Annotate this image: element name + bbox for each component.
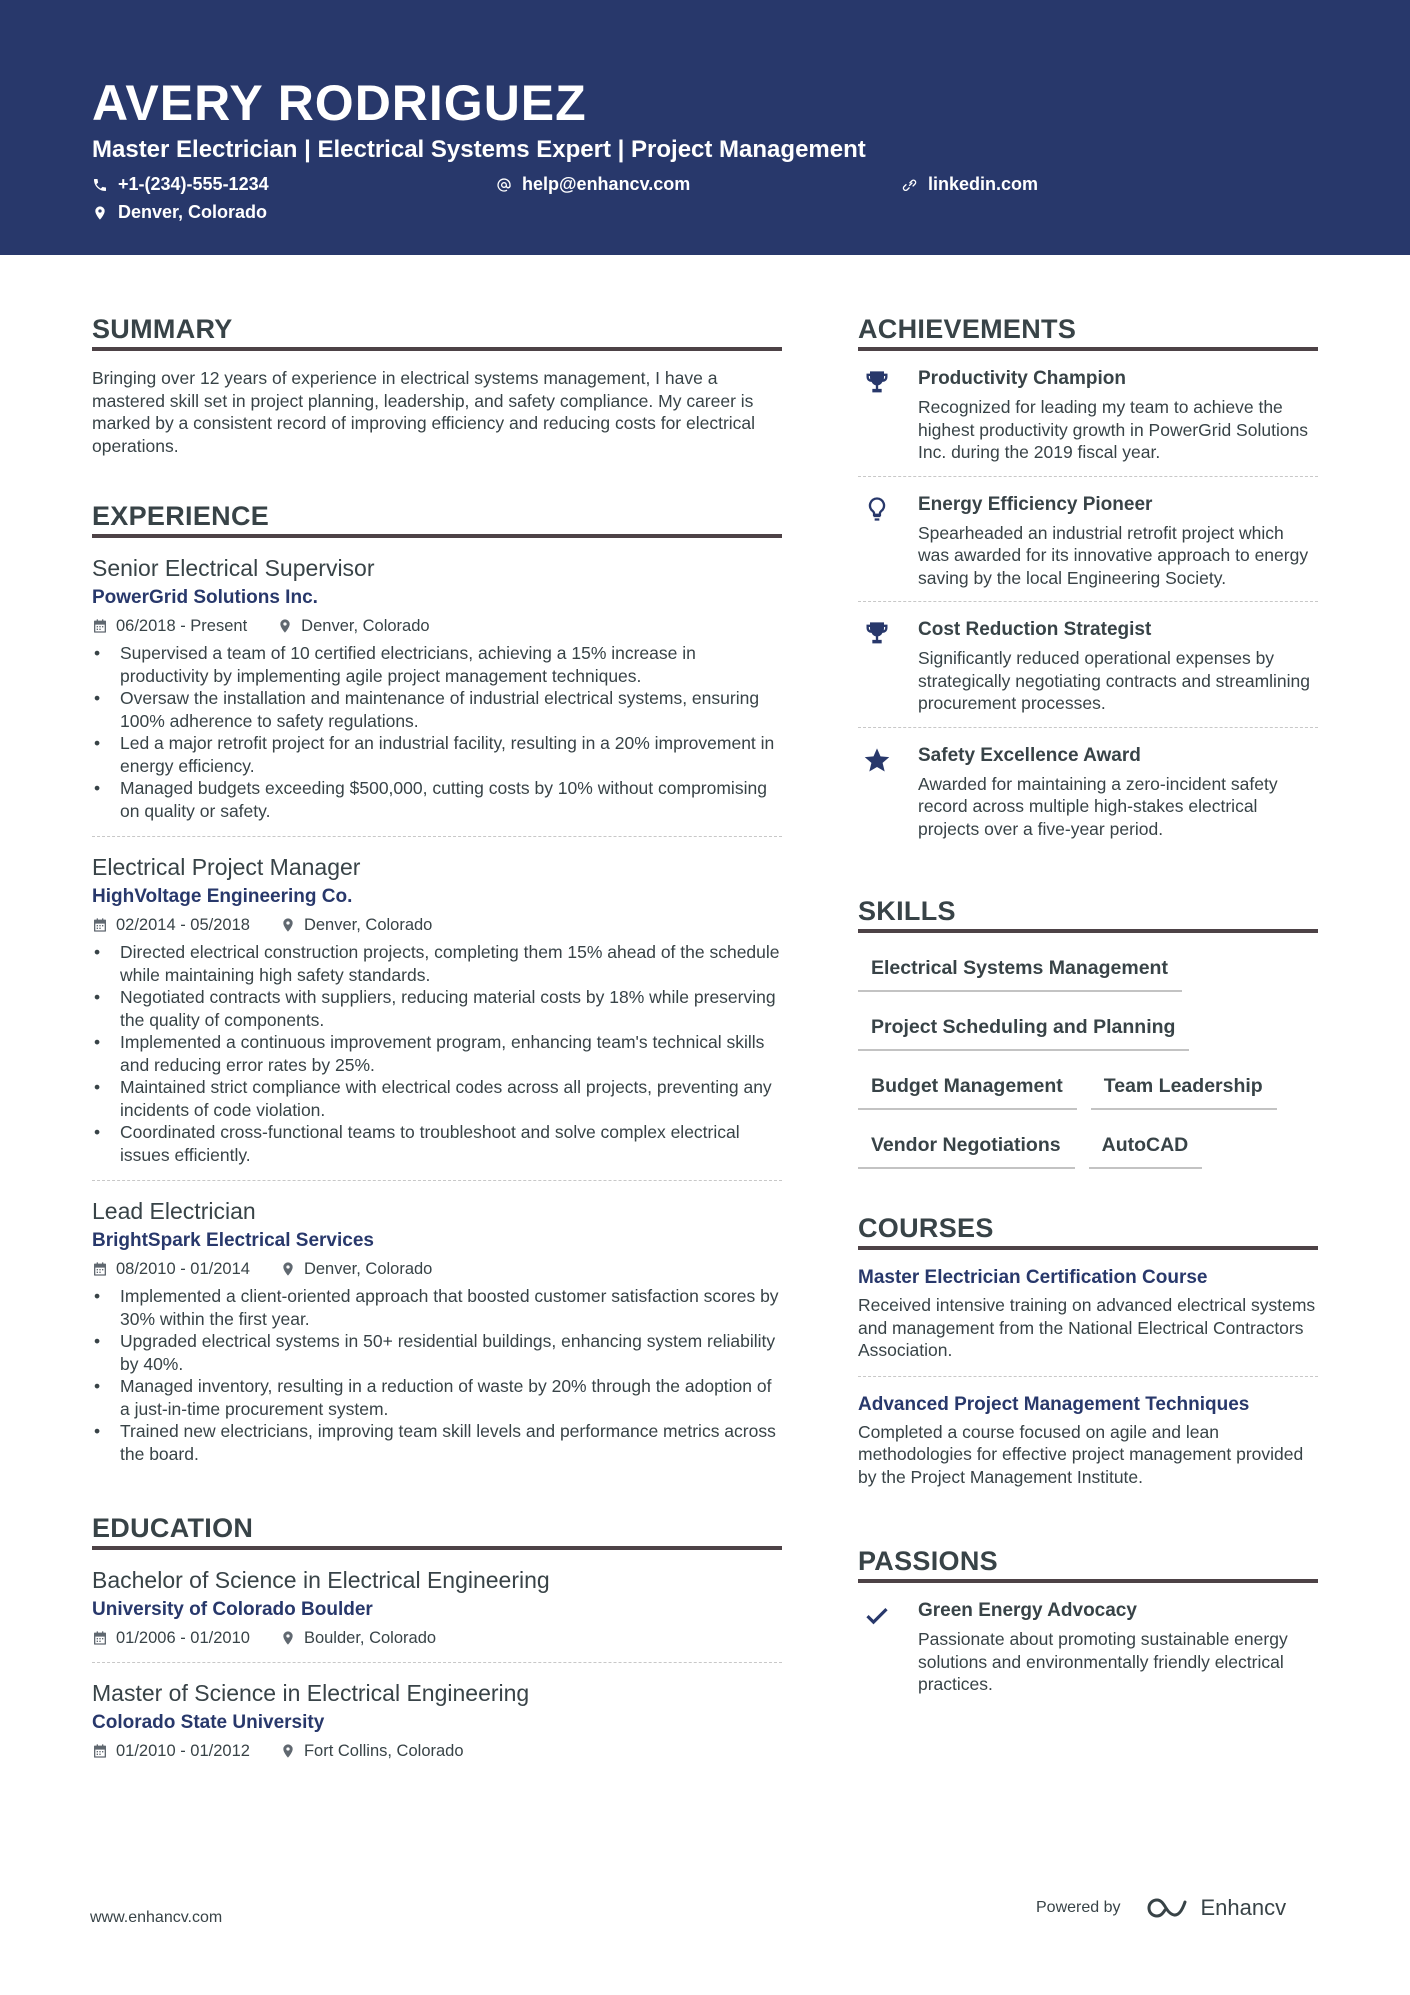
skill-tag: Electrical Systems Management [858,957,1182,992]
headline: Master Electrician | Electrical Systems Expert | Project Management [92,136,866,163]
achievement-title: Cost Reduction Strategist [918,619,1152,640]
candidate-name: AVERY RODRIGUEZ [92,75,587,131]
achievements-title: ACHIEVEMENTS [858,314,1318,351]
entry-dates: 01/2010 - 01/2012 [116,1742,250,1760]
entry-location: Denver, Colorado [303,1260,433,1278]
experience-entry [92,1181,782,1479]
entry-location: Boulder, Colorado [303,1629,437,1647]
education-section [92,1513,782,1775]
bullet-item: • Directed electrical construction projects, completing them 15% ahead of the schedule while maintaining high safety standards. [92,941,782,986]
bullet-item: • Trained new electricians, improving team skill levels and performance metrics across the board. [92,1420,782,1465]
achievement-desc: Significantly reduced operational expenses by strategically negotiating contracts and streamlining procurement processes. [918,648,1311,713]
calendar-icon [92,1261,108,1277]
course-desc: Received intensive training on advanced electrical systems and management from the National Electrical Contractors Association. [858,1295,1316,1360]
bullet-item: • Oversaw the installation and maintenance of industrial electrical systems, ensuring 100% adherence to safety regulations. [92,687,782,732]
entry-meta [92,616,782,636]
phone-icon [92,177,108,193]
entry-meta [92,915,782,935]
courses-section [858,1213,1318,1502]
job-title: Senior Electrical Supervisor [92,555,375,581]
skill-tag: Project Scheduling and Planning [858,1016,1189,1051]
calendar-icon [92,618,108,634]
lightbulb-icon [863,495,891,523]
bullet-item: • Supervised a team of 10 certified electricians, achieving a 15% increase in productivity by implementing agile project management techniques. [92,642,782,687]
bullet-item: • Managed inventory, resulting in a reduction of waste by 20% through the adoption of a just-in-time procurement system. [92,1375,782,1420]
calendar-icon [92,1630,108,1646]
bullet-item: • Negotiated contracts with suppliers, reducing material costs by 18% while preserving the quality of components. [92,986,782,1031]
resume-header [0,0,1410,255]
passion-desc: Passionate about promoting sustainable energy solutions and environmentally friendly electrical practices. [918,1629,1288,1694]
achievement-item [858,477,1318,603]
course-title: Master Electrician Certification Course [858,1267,1208,1288]
course-item [858,1250,1318,1377]
course-desc: Completed a course focused on agile and lean methodologies for effective project management provided by the Project Management Institute. [858,1421,1304,1487]
location-pin-icon [277,618,293,634]
entry-meta [92,1259,782,1279]
courses-title: COURSES [858,1213,1318,1250]
achievement-title: Safety Excellence Award [918,744,1141,766]
passions-section [858,1546,1318,1708]
summary-section [92,314,782,457]
company-name: BrightSpark Electrical Services [92,1230,374,1251]
summary-text: Bringing over 12 years of experience in electrical systems management, I have a mastered skill set in project planning, leadership, and safety compliance. My career is marked by a consistent record of improving efficiency and reducing costs for electrical operations. [92,368,756,456]
at-icon [496,177,512,193]
achievements-section [858,314,1318,852]
passions-title: PASSIONS [858,1546,1318,1583]
entry-dates: 06/2018 - Present [116,617,248,635]
left-column [92,314,782,1819]
enhancv-logo[interactable] [1145,1894,1287,1922]
course-item [858,1377,1318,1503]
skill-tag: Team Leadership [1091,1075,1277,1110]
footer-website[interactable]: www.enhancv.com [90,1909,223,1926]
bullet-list [92,941,782,1166]
star-icon [863,746,891,774]
contact-linkedin[interactable] [902,174,1038,195]
passion-item [858,1583,1318,1708]
trophy-icon [863,369,891,397]
contact-phone[interactable] [92,174,269,195]
bullet-item: • Implemented a client-oriented approach that boosted customer satisfaction scores by 30% within the first year. [92,1285,782,1330]
job-title: Lead Electrician [92,1198,256,1224]
enhancv-logo-icon [1145,1894,1193,1922]
summary-title: SUMMARY [92,314,782,351]
achievement-desc: Spearheaded an industrial retrofit project which was awarded for its innovative approach to energy saving by the local Engineering Society. [918,522,1309,588]
footer-branding [1036,1894,1286,1922]
job-title: Electrical Project Manager [92,854,361,880]
bullet-item: • Led a major retrofit project for an industrial facility, resulting in a 20% improvement in energy efficiency. [92,732,782,777]
contact-email[interactable] [496,174,690,195]
right-column [858,314,1318,1752]
contact-location [92,202,267,223]
degree-title: Master of Science in Electrical Engineering [92,1680,530,1706]
calendar-icon [92,1743,108,1759]
achievement-desc: Recognized for leading my team to achieve the highest productivity growth in PowerGrid Solutions Inc. during the 2019 fiscal year. [918,397,1309,462]
course-title: Advanced Project Management Techniques [858,1393,1250,1415]
email-text: help@enhancv.com [522,174,691,194]
skills-title: SKILLS [858,896,1318,933]
experience-section [92,501,782,1479]
company-name: PowerGrid Solutions Inc. [92,587,318,608]
skill-tag: AutoCAD [1089,1134,1203,1169]
bullet-list [92,642,782,822]
experience-title: EXPERIENCE [92,501,782,538]
location-pin-icon [280,917,296,933]
entry-dates: 02/2014 - 05/2018 [116,916,250,934]
skill-tag: Budget Management [858,1075,1077,1110]
entry-meta [92,1741,782,1761]
achievement-item [858,602,1318,728]
brand-name: Enhancv [1200,1895,1287,1920]
link-icon [902,177,918,193]
bullet-item: • Implemented a continuous improvement program, enhancing team's technical skills and reducing error rates by 25%. [92,1031,782,1076]
entry-dates: 01/2006 - 01/2010 [116,1629,250,1647]
bullet-list [92,1285,782,1465]
experience-entry [92,538,782,837]
bullet-item: • Coordinated cross-functional teams to troubleshoot and solve complex electrical issues efficiently. [92,1121,782,1166]
skills-section [858,896,1318,1169]
calendar-icon [92,917,108,933]
achievement-desc: Awarded for maintaining a zero-incident safety record across multiple high-stakes electrical projects over a five-year period. [918,773,1278,839]
entry-meta [92,1628,782,1648]
passion-title: Green Energy Advocacy [918,1600,1137,1621]
achievement-item [858,728,1318,853]
bullet-item: • Upgraded electrical systems in 50+ residential buildings, enhancing system reliability by 40%. [92,1330,782,1375]
school-name: University of Colorado Boulder [92,1599,373,1620]
location-pin-icon [280,1630,296,1646]
school-name: Colorado State University [92,1712,325,1733]
location-text: Denver, Colorado [118,202,268,222]
trophy-icon [863,620,891,648]
achievement-title: Energy Efficiency Pioneer [918,493,1153,515]
location-pin-icon [280,1261,296,1277]
experience-entry [92,837,782,1181]
skills-list [858,957,1318,1169]
education-entry [92,1550,782,1663]
degree-title: Bachelor of Science in Electrical Engineering [92,1567,550,1593]
bullet-item: • Maintained strict compliance with electrical codes across all projects, preventing any incidents of code violation. [92,1076,782,1121]
entry-location: Fort Collins, Colorado [303,1742,464,1760]
location-pin-icon [280,1743,296,1759]
education-title: EDUCATION [92,1513,782,1550]
powered-by-label: Powered by [1036,1899,1121,1916]
phone-text: +1-(234)-555-1234 [118,174,269,194]
linkedin-text: linkedin.com [928,174,1039,194]
achievement-item [858,351,1318,477]
bullet-item: • Managed budgets exceeding $500,000, cutting costs by 10% without compromising on quality or safety. [92,777,782,822]
education-entry [92,1663,782,1775]
entry-dates: 08/2010 - 01/2014 [116,1260,250,1278]
entry-location: Denver, Colorado [301,617,430,635]
achievement-title: Productivity Champion [918,368,1126,389]
checkmark-icon [863,1601,891,1629]
skill-tag: Vendor Negotiations [858,1134,1075,1169]
location-pin-icon [92,205,108,221]
company-name: HighVoltage Engineering Co. [92,886,353,907]
entry-location: Denver, Colorado [303,916,433,934]
